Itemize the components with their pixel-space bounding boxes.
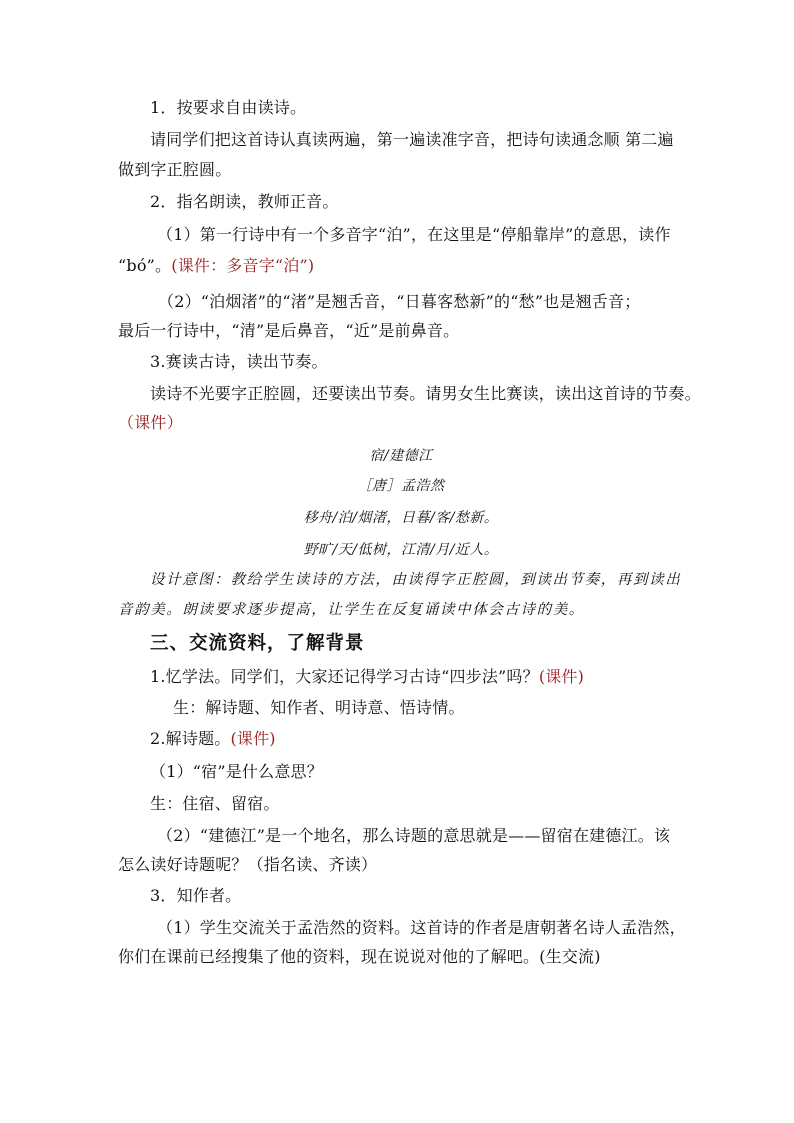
step-3-rhythm: 3.赛读古诗，读出节奏。 [150, 352, 328, 371]
courseware-label: （课件） [118, 413, 183, 432]
author-exchange: （1）学生交流关于孟浩然的资料。这首诗的作者是唐朝著名诗人孟浩然， [157, 918, 686, 937]
recall-method [150, 667, 716, 687]
question-su-meaning: （1）“宿”是什么意思？ [150, 762, 323, 781]
note-1-polyphone-cont [118, 256, 684, 276]
poem-title: 宿/建德江 [369, 448, 433, 464]
design-intent-cont: 音韵美。朗读要求逐步提高，让学生在反复诵读中体会古诗的美。 [118, 602, 585, 618]
note-2-nasal: 最后一行诗中，“清”是后鼻音，“近”是前鼻音。 [118, 321, 460, 340]
step-2-pronunciation: 2．指名朗读，教师正音。 [150, 192, 339, 211]
author-exchange-cont: 你们在课前已经搜集了他的资料，现在说说对他的了解吧。(生交流) [118, 947, 601, 966]
pinyin-bo: “bó”。 [118, 256, 172, 275]
student-answer-steps: 生：解诗题、知作者、明诗意、悟诗情。 [173, 698, 465, 717]
paragraph-read-twice: 请同学们把这首诗认真读两遍，第一遍读准字音，把诗句读通念顺 第二遍 [150, 130, 674, 149]
title-meaning: （2）“建德江”是一个地名，那么诗题的意思就是——留宿在建德江。该 [157, 826, 671, 845]
recall-method-text: 1.忆学法。同学们，大家还记得学习古诗“四步法”吗？ [150, 667, 539, 686]
note-1-polyphone: （1）第一行诗中有一个多音字“泊”，在这里是“停船靠岸”的意思，读作 [157, 225, 671, 244]
poem-line-2: 野旷/天/低树，江清/月/近人。 [303, 542, 499, 558]
section-3-heading: 三、交流资料，了解背景 [150, 633, 365, 654]
poem-author: ［唐］孟浩然 [357, 478, 445, 494]
courseware-note: (课件：多音字“泊”) [171, 256, 315, 275]
student-answer-stay: 生：住宿、留宿。 [150, 794, 280, 813]
know-author: 3．知作者。 [150, 886, 242, 905]
note-2-retroflex: （2）“泊烟渚”的“渚”是翘舌音，“日暮客愁新”的“愁”也是翘舌音； [158, 292, 641, 311]
explain-title [150, 729, 716, 749]
courseware-label: (课件) [230, 729, 276, 748]
title-meaning-cont: 怎么读好诗题呢？（指名读、齐读） [118, 855, 378, 874]
design-intent: 设计意图：教给学生读诗的方法，由读得字正腔圆，到读出节奏，再到读出 [150, 572, 682, 588]
paragraph-rhythm: 读诗不光要字正腔圆，还要读出节奏。请男女生比赛读，读出这首诗的节奏。 [150, 384, 701, 403]
paragraph-read-twice-cont: 做到字正腔圆。 [118, 160, 232, 179]
courseware-label: (课件) [538, 667, 585, 686]
poem-line-1: 移舟/泊/烟渚，日暮/客/愁新。 [303, 510, 499, 526]
step-1-read-freely: 1．按要求自由读诗。 [150, 98, 307, 117]
explain-title-text: 2.解诗题。 [150, 729, 231, 748]
